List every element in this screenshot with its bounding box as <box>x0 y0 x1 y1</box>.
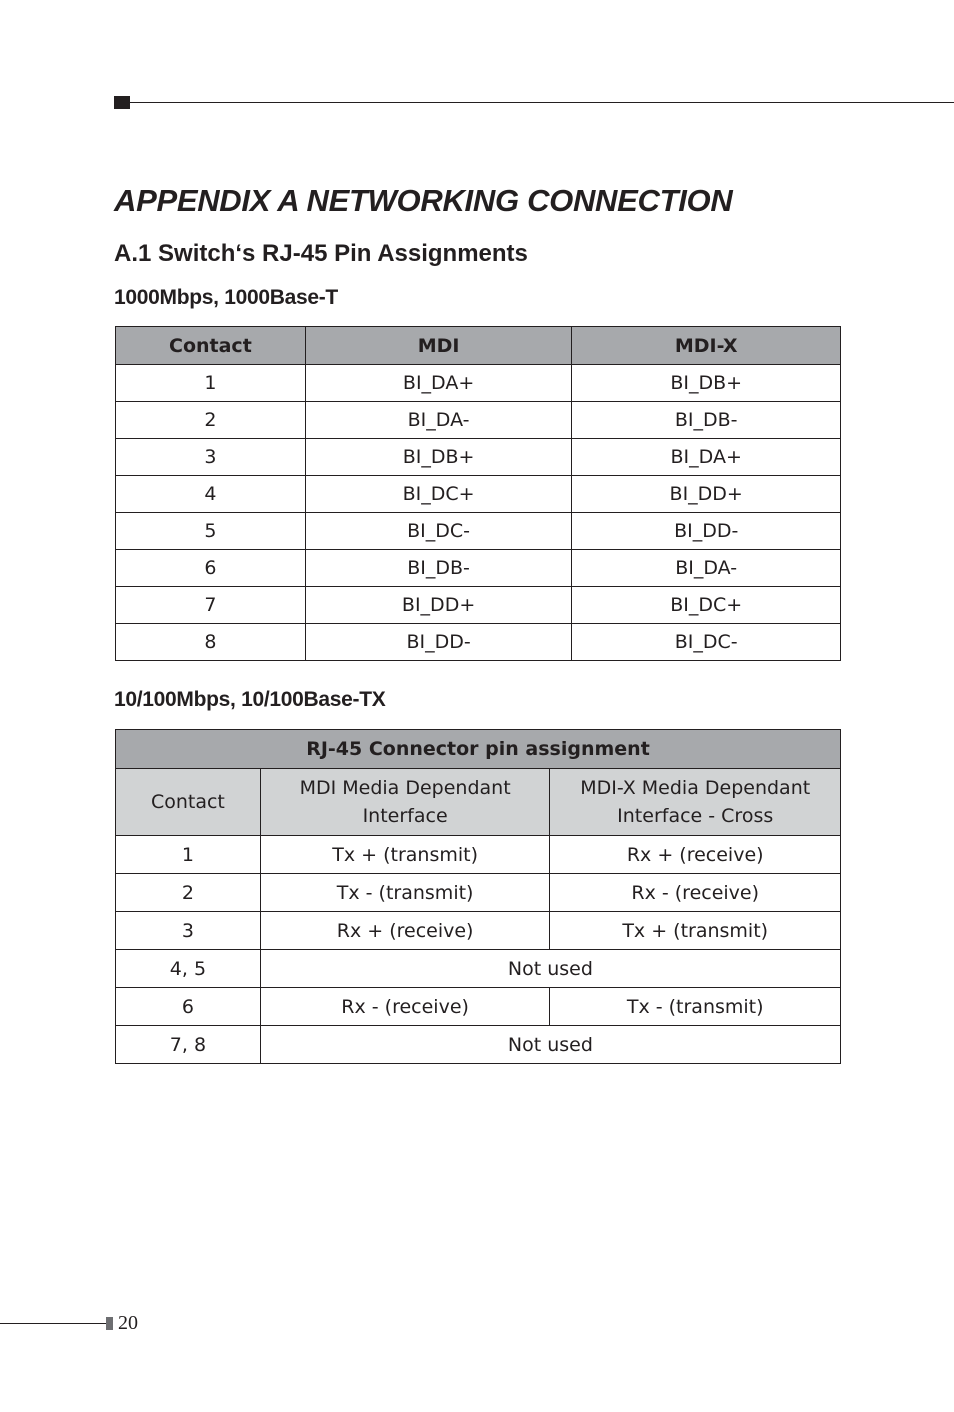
table-header-row <box>116 327 841 365</box>
fast-ethernet-heading: 10/100Mbps, 10/100Base-TX <box>114 688 386 711</box>
table-row <box>116 912 841 950</box>
header-rule <box>130 102 954 103</box>
table-row <box>116 476 841 513</box>
table-caption-row <box>116 730 841 769</box>
contact-cell: 1 <box>116 365 306 402</box>
mdi-cell: BI_DC- <box>305 513 572 550</box>
column-header-contact: Contact <box>116 769 261 836</box>
mdi-cell: Tx - (transmit) <box>260 874 550 912</box>
mdi-cell: BI_DA+ <box>305 365 572 402</box>
table-row <box>116 950 841 988</box>
contact-cell: 5 <box>116 513 306 550</box>
mdi-cell: BI_DB- <box>305 550 572 587</box>
mdix-cell: Tx - (transmit) <box>550 988 841 1026</box>
contact-cell: 3 <box>116 912 261 950</box>
mdix-cell: BI_DD+ <box>572 476 841 513</box>
mdi-cell: Rx + (receive) <box>260 912 550 950</box>
table-row <box>116 550 841 587</box>
table-row <box>116 1026 841 1064</box>
appendix-title: APPENDIX A NETWORKING CONNECTION <box>114 183 733 218</box>
column-header-mdi: MDI Media Dependant Interface <box>260 769 550 836</box>
contact-cell: 2 <box>116 874 261 912</box>
mdix-cell: Tx + (transmit) <box>550 912 841 950</box>
contact-cell: 7, 8 <box>116 1026 261 1064</box>
mdi-cell: BI_DA- <box>305 402 572 439</box>
contact-cell: 8 <box>116 624 306 661</box>
not-used-cell: Not used <box>260 950 840 988</box>
mdi-cell: BI_DC+ <box>305 476 572 513</box>
column-header-contact: Contact <box>116 327 306 365</box>
contact-cell: 2 <box>116 402 306 439</box>
section-title: A.1 Switch‘s RJ-45 Pin Assignments <box>114 240 528 267</box>
footer-marker <box>106 1317 113 1330</box>
contact-cell: 6 <box>116 550 306 587</box>
column-header-mdi: MDI <box>305 327 572 365</box>
mdi-cell: Tx + (transmit) <box>260 836 550 874</box>
mdix-cell: Rx + (receive) <box>550 836 841 874</box>
mdix-cell: BI_DA+ <box>572 439 841 476</box>
contact-cell: 4, 5 <box>116 950 261 988</box>
contact-cell: 6 <box>116 988 261 1026</box>
not-used-cell: Not used <box>260 1026 840 1064</box>
table-row <box>116 988 841 1026</box>
column-header-mdix: MDI-X <box>572 327 841 365</box>
table-row <box>116 439 841 476</box>
mdix-cell: BI_DB+ <box>572 365 841 402</box>
table-header-row <box>116 769 841 836</box>
table-row <box>116 365 841 402</box>
table-row <box>116 836 841 874</box>
gigabit-heading: 1000Mbps, 1000Base-T <box>114 286 338 309</box>
mdi-cell: Rx - (receive) <box>260 988 550 1026</box>
column-header-mdix: MDI-X Media Dependant Interface - Cross <box>550 769 841 836</box>
mdix-cell: BI_DC- <box>572 624 841 661</box>
contact-cell: 1 <box>116 836 261 874</box>
table-row <box>116 513 841 550</box>
table-caption: RJ-45 Connector pin assignment <box>116 730 841 769</box>
mdix-cell: BI_DC+ <box>572 587 841 624</box>
table-row <box>116 402 841 439</box>
mdix-cell: Rx - (receive) <box>550 874 841 912</box>
page-number: 20 <box>118 1312 138 1334</box>
gigabit-pin-table <box>115 326 841 661</box>
mdi-cell: BI_DB+ <box>305 439 572 476</box>
mdi-cell: BI_DD- <box>305 624 572 661</box>
mdix-cell: BI_DA- <box>572 550 841 587</box>
mdix-cell: BI_DD- <box>572 513 841 550</box>
table-row <box>116 874 841 912</box>
header-square-marker <box>114 96 130 109</box>
table-row <box>116 624 841 661</box>
contact-cell: 3 <box>116 439 306 476</box>
mdi-cell: BI_DD+ <box>305 587 572 624</box>
table-row <box>116 587 841 624</box>
footer-rule <box>0 1323 106 1324</box>
contact-cell: 4 <box>116 476 306 513</box>
contact-cell: 7 <box>116 587 306 624</box>
mdix-cell: BI_DB- <box>572 402 841 439</box>
fast-ethernet-pin-table <box>115 729 841 1064</box>
